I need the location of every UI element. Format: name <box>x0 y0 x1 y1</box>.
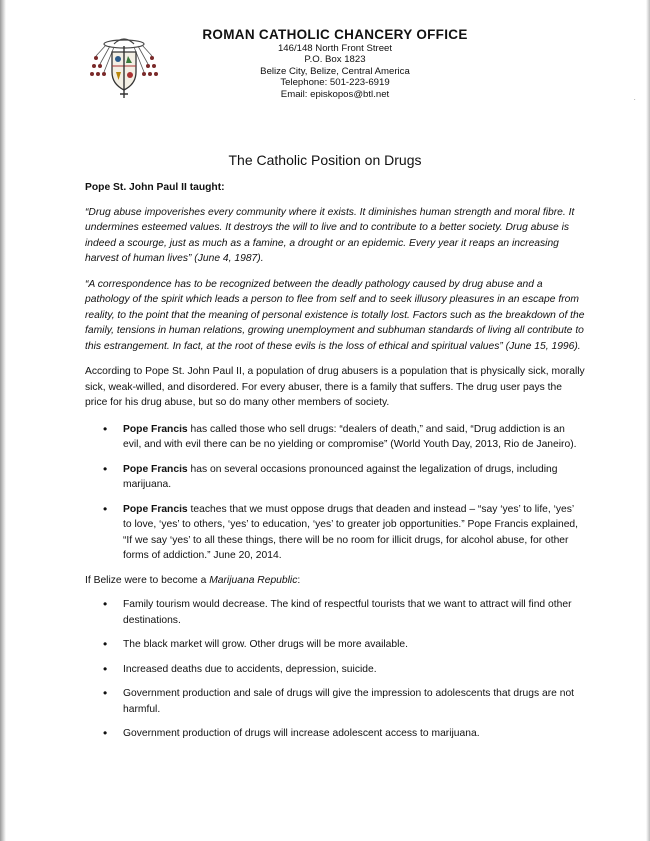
list-item <box>85 422 585 453</box>
quote-1987: “Drug abuse impoverishes every community where it exists. It diminishes human strength and moral fibre. It undermines esteemed values. It destroys the will to live and to contribute to a better society. Drug abuse is indeed a scourge, just as much as a famine, a drought or an epidemic. Every year it reaps an increasing harvest of human lives” (June 4, 1987). <box>85 206 575 264</box>
belize-intro-suffix: : <box>297 574 301 586</box>
list-item <box>85 726 585 742</box>
document-title: The Catholic Position on Drugs <box>228 152 422 168</box>
list-item-text: Increased deaths due to accidents, depression, suicide. <box>123 663 377 675</box>
letterhead-title: ROMAN CATHOLIC CHANCERY OFFICE <box>202 27 468 42</box>
bullet-icon: • <box>103 421 108 436</box>
belize-consequences-list <box>85 597 585 742</box>
bullet-icon: • <box>103 461 108 476</box>
bullet-icon: • <box>103 726 108 740</box>
list-item-name: Pope Francis <box>123 503 188 515</box>
list-item-name: Pope Francis <box>123 463 188 475</box>
letterhead-address-city: Belize City, Belize, Central America <box>260 65 410 77</box>
letterhead-email: Email: episkopos@btl.net <box>280 88 390 100</box>
list-item-text: teaches that we must oppose drugs that deaden and instead – “say ‘yes’ to life, ‘yes’ to love, ‘yes’ to others, ‘yes’ to education, ‘yes’ to greater job opportunities.” Pope Francis explained, “If we say ‘yes’ to all these things, there will be no room for illicit drugs, for alcohol abuse, for other forms of addiction.” June 20, 2014. <box>123 503 579 561</box>
list-item <box>85 686 585 717</box>
list-item-text: has on several occasions pronounced against the legalization of drugs, including marijuana. <box>123 463 558 490</box>
scan-edge-left <box>0 0 6 841</box>
bullet-icon: • <box>103 597 108 611</box>
quote-1996: “A correspondence has to be recognized between the deadly pathology caused by drug abuse and a pathology of the spirit which leads a person to flee from self and to seek illusory pleasures in an escape from reality, to the point that the meaning of personal existence is totally lost. Factors such as the breakdown of the family, tensions in human relations, growing unemployment and subhuman standards of living all contribute to this estrangement. In fact, at the root of these evils is the loss of ethical and spiritual values” (June 15, 1996). <box>85 278 585 352</box>
letterhead-address-street: 146/148 North Front Street <box>277 43 393 54</box>
bullet-icon: • <box>103 637 108 651</box>
bullet-icon: • <box>103 661 108 676</box>
list-item <box>85 662 585 678</box>
letterhead-telephone: Telephone: 501-223-6919 <box>280 77 390 89</box>
list-item <box>85 597 585 628</box>
list-item <box>85 637 585 653</box>
list-item-text: Family tourism would decrease. The kind of respectful tourists that we want to attract will find other destinations. <box>123 599 572 626</box>
coat-of-arms-icon <box>88 34 160 100</box>
belize-intro-italic: Marijuana Republic <box>209 574 298 586</box>
bullet-icon: • <box>103 501 108 516</box>
list-item-text: Government production of drugs will increase adolescent access to marijuana. <box>123 728 480 739</box>
list-item-text: has called those who sell drugs: “dealers of death,” and said, “Drug addiction is an evil, and with evil there can be no yielding or compromise” (World Youth Day, 2013, Rio de Janeiro). <box>123 423 577 450</box>
belize-intro <box>85 573 585 589</box>
letterhead <box>170 27 500 100</box>
letterhead-address-pobox: P.O. Box 1823 <box>304 54 366 66</box>
belize-intro-prefix: If Belize were to become a <box>85 574 210 586</box>
scan-edge-right <box>646 0 650 841</box>
list-item-text: Government production and sale of drugs will give the impression to adolescents that drugs are not harmful. <box>123 688 575 715</box>
document-body <box>85 180 585 751</box>
bullet-icon: • <box>103 686 108 700</box>
list-item <box>85 462 585 493</box>
scan-artifact: · <box>633 95 636 104</box>
pope-francis-list <box>85 422 585 564</box>
summary-paragraph: According to Pope St. John Paul II, a population of drug abusers is a population that is physically sick, morally sick, weak-willed, and disordered. For every abuser, there is a family that suffers. The drug user pays the price for his drug abuse, but so do many other members of society. <box>85 366 585 408</box>
list-item-name: Pope Francis <box>123 423 188 435</box>
section-heading: Pope St. John Paul II taught: <box>85 182 225 193</box>
list-item <box>85 502 585 564</box>
list-item-text: The black market will grow. Other drugs will be more available. <box>123 639 408 650</box>
